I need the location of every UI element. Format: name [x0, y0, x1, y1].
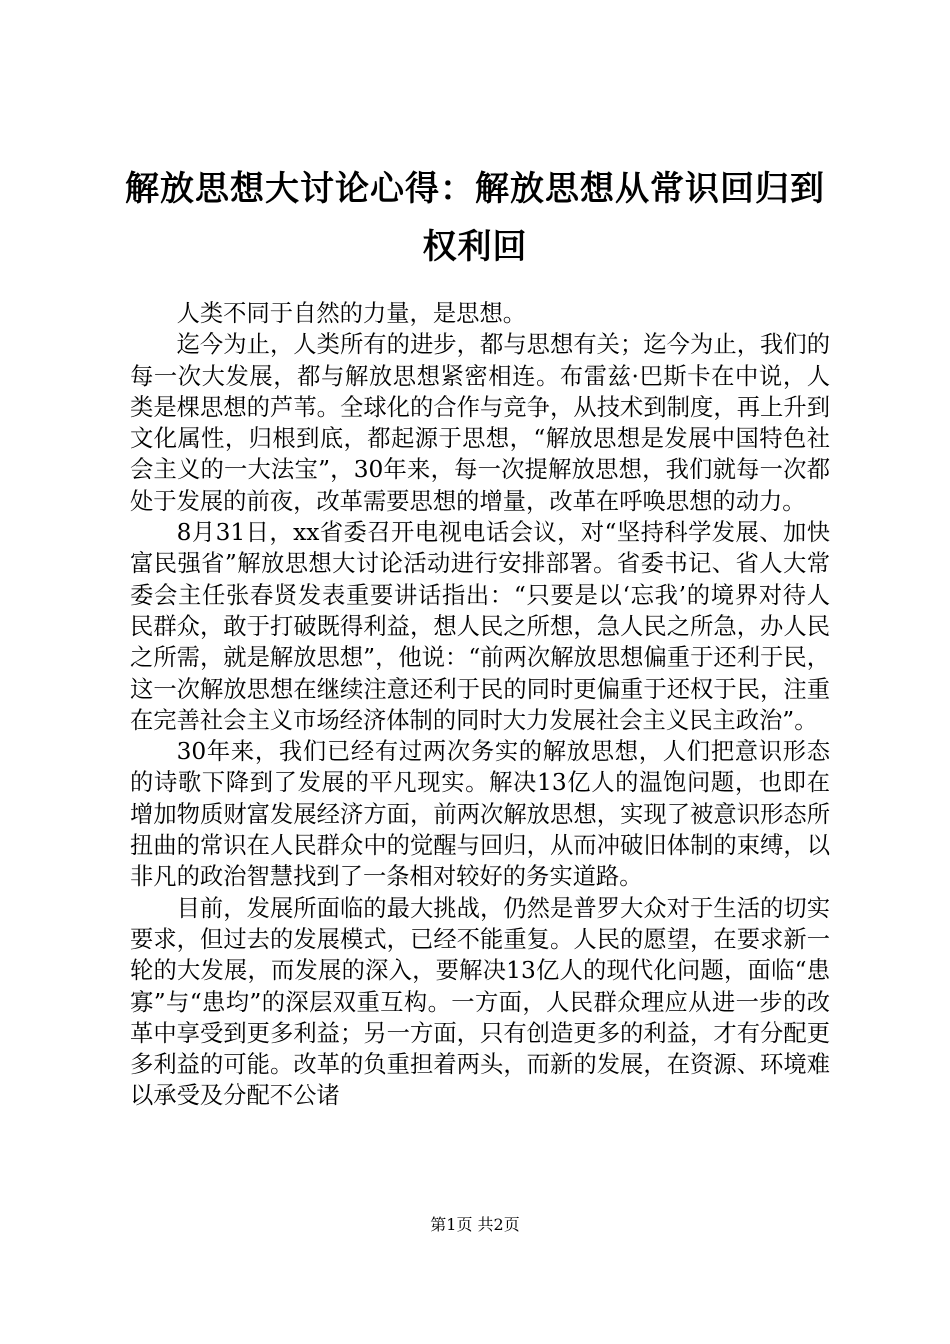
page-footer [0, 1214, 950, 1236]
paragraph-3: 8月31日，xx省委召开电视电话会议，对“坚持科学发展、加快富民强省”解放思想大讨论活动进行安排部署。省委书记、省人大常委会主任张春贤发表重要讲话指出：“只要是以‘忘我’的境界对待人民群众，敢于打破既得利益，想人民之所想，急人民之所急，办人民之所需，就是解放思想”，他说：“前两次解放思想偏重于还利于民，这一次解放思想在继续注意还利于民的同时更偏重于还权于民，注重在完善社会主义市场经济体制的同时大力发展社会主义民主政治”。 [130, 519, 830, 734]
paragraph-5: 目前，发展所面临的最大挑战，仍然是普罗大众对于生活的切实要求，但过去的发展模式，已经不能重复。人民的愿望，在要求新一轮的大发展，而发展的深入，要解决13亿人的现代化问题，面临“患寡”与“患均”的深层双重互构。一方面，人民群众理应从进一步的改革中享受到更多利益；另一方面，只有创造更多的利益，才有分配更多利益的可能。改革的负重担着两头，而新的发展，在资源、环境难以承受及分配不公诸 [130, 894, 830, 1110]
document-title: 解放思想大讨论心得：解放思想从常识回归到权利回 [125, 169, 825, 267]
paragraph-1: 人类不同于自然的力量，是思想。 [176, 300, 527, 327]
page-indicator: 第1页 共2页 [430, 1215, 520, 1234]
document-body [130, 298, 830, 1112]
paragraph-4: 30年来，我们已经有过两次务实的解放思想，人们把意识形态的诗歌下降到了发展的平凡现实。解决13亿人的温饱问题，也即在增加物质财富发展经济方面，前两次解放思想，实现了被意识形态所扭曲的常识在人民群众中的觉醒与回归，从而冲破旧体制的束缚，以非凡的政治智慧找到了一条相对较好的务实道路。 [130, 738, 830, 891]
paragraph-2: 迄今为止，人类所有的进步，都与思想有关；迄今为止，我们的每一次大发展，都与解放思想紧密相连。布雷兹·巴斯卡在中说，人类是棵思想的芦苇。全球化的合作与竞争，从技术到制度，再上升到文化属性，归根到底，都起源于思想，“解放思想是发展中国特色社会主义的一大法宝”，30年来，每一次提解放思想，我们就每一次都处于发展的前夜，改革需要思想的增量，改革在呼唤思想的动力。 [130, 331, 830, 515]
